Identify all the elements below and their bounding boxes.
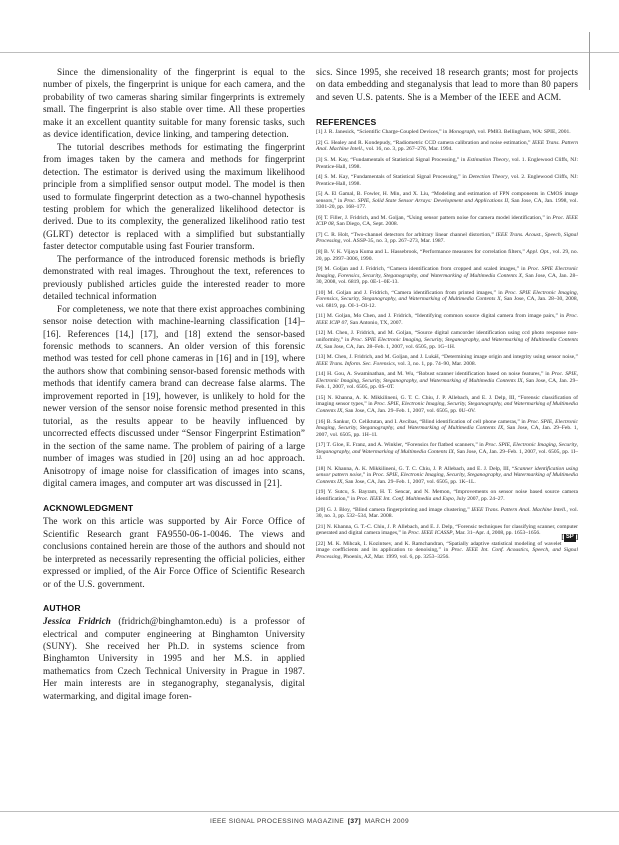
reference-item: [20] G. J. Bloy, “Blind camera fingerprinting and image clustering,” IEEE Trans. Pattern Anal. Machine Intell., vol. 30, no. 3, pp. 532–534, Mar. 2008. — [316, 506, 579, 520]
paragraph: For completeness, we note that there exist approaches combining sensor noise detection with machine-learning classification [14]–[16]. References [14,] [17], and [18] extend the sensor-based forensic methods to scanners. An older version of this forensic method was tested for cell phone cameras in [16] and in [19], where the authors show that combining sensor-based forensic methods with methods that identify camera brand can decrease false alarms. The improvement reported in [19], however, is unlikely to hold for the newer version of the sensor noise forensic method presented in this tutorial, as the results appear to be heavily influenced by uncorrected effects discussed under “Sensor Fingerprint Estimation” in the section of the same name. The problem of pairing of a large number of images was studied in [20] using an ad hoc approach. Anisotropy of image noise for classification of images into scans, digital camera images, and computer art was discussed in [21]. — [43, 303, 305, 488]
author-bio-text: (fridrich@binghamton.edu) is a professor of electrical and computer engineering at Binghamton University (SUNY). She received her Ph.D. in systems science from Binghamton University in 1995 and her M.S. in applied mathematics from Czech Technical University in Prague in 1987. Her main interests are in steganography, steganalysis, digital watermarking, and digital image foren- — [43, 616, 305, 701]
reference-text: [22] M. K. Mihcak, I. Kozintsev, and K. Ramchandran, “Spatially adaptive statistical modeling of wavelet image coefficients and its application to denoising,” in Proc. IEEE Int. Conf. Acoustics, Speech, and Signal Processing, Phoenix, AZ, Mar. 1999, vol. 6, pp. 3253–3256. — [316, 540, 579, 560]
reference-item: [8] B. V. K. Vijaya Kuma and L. Hassebrook, “Performance measures for correlation filters,” Appl. Opt., vol. 29, no. 20, pp. 2997–3006, 1990. — [316, 249, 578, 262]
reference-item: [13] M. Chen, J. Fridrich, and M. Goljan, and J. Lukáš, “Determining image origin and integrity using sensor noise,” IEEE Trans. Inform. Sec. Forensics, vol. 3, no. 1, pp. 74–90, Mar. 2008. — [316, 354, 578, 367]
crop-mark — [589, 32, 590, 90]
reference-item: [5] A. El Gamal, B. Fowler, H. Min, and X. Liu, “Modeling and estimation of FPN components in CMOS image sensors,” in Proc. SPIE, Solid State Sensor Arrays: Development and Applications II, San Jose, CA, Jan. 1998, vol. 3301-20, pp. 168–177. — [316, 191, 578, 211]
reference-item: [17] T. Gloe, E. Franz, and A. Winkler, “Forensics for flatbed scanners,” in Proc. SPIE, Electronic Imaging, Security, Steganography, and Watermarking of Multimedia Contents IX, San Jose, CA, Jan. 29–Feb. 1, 2007, vol. 6505, pp. 1I–1J. — [316, 442, 578, 462]
top-rule — [0, 52, 619, 53]
reference-item: [12] M. Chen, J. Fridrich, and M. Goljan, “Source digital camcorder identification using ccd photo response non-uniformity,” in Proc. SPIE Electronic Imaging, Security, Steganography, and Watermarking of Multimedia Contents IX, San Jose, CA, Jan. 28–Feb. 1, 2007, vol. 6505, pp. 1G–1H. — [316, 330, 578, 350]
acknowledgment-heading: ACKNOWLEDGMENT — [43, 503, 134, 514]
reference-item: [14] H. Gou, A. Swaminathan, and M. Wu, “Robust scanner identification based on noise features,” in Proc. SPIE, Electronic Imaging, Security, Steganography, and Watermarking of Multimedia Contents IX, San Jose, CA, Jan. 29–Feb. 1, 2007, vol. 6505, pp. 0S–0T. — [316, 371, 578, 391]
footer-publication: IEEE SIGNAL PROCESSING MAGAZINE — [210, 818, 345, 825]
reference-item: [1] J. R. Janesick, “Scientific Charge-Coupled Devices,” in Monograph, vol. PM83. Bellingham, WA: SPIE, 2001. — [316, 129, 571, 136]
footer-issue-date: MARCH 2009 — [364, 818, 409, 825]
left-column — [43, 66, 305, 702]
sp-logo-text: SP — [565, 534, 574, 541]
reference-item: [19] Y. Sutcu, S. Bayram, H. T. Sencar, and N. Memon, “Improvements on sensor noise based source camera identification,” in Proc. IEEE Int. Conf. Multimedia and Expo, July 2007, pp. 24–27. — [316, 489, 578, 502]
page-footer — [0, 818, 619, 825]
reference-item: [11] M. Goljan, Mo Chen, and J. Fridrich, “Identifying common source digital camera from image pairs,” in Proc. IEEE ICIP 07, San Antonio, TX, 2007. — [316, 313, 578, 326]
right-column — [316, 66, 578, 564]
reference-item: [2] G. Healey and R. Kondepudy, “Radiometric CCD camera calibration and noise estimation,” IEEE Trans. Pattern Anal. Machine Intell., vol. 16, no. 3, pp. 267–276, Mar. 1994. — [316, 139, 578, 153]
reference-item: [6] T. Filler, J. Fridrich, and M. Goljan, “Using sensor pattern noise for camera model identification,” in Proc. IEEE ICIP 08, San Diego, CA, Sept. 2008. — [316, 214, 578, 228]
bottom-rule — [0, 811, 619, 812]
reference-item: [7] C. R. Holt, “Two-channel detectors for arbitrary linear channel distortion,” IEEE Trans. Acoust., Speech, Signal Processing, vol. ASSP-35, no. 3, pp. 267–273, Mar. 1987. — [316, 231, 578, 245]
references-heading: REFERENCES — [316, 117, 377, 128]
author-name: Jessica Fridrich — [43, 616, 111, 627]
paragraph: The tutorial describes methods for estimating the fingerprint from images taken by the camera and methods for fingerprint detection. The estimator is derived using the maximum likelihood principle from a simplified sensor output model. The model is then used to formulate fingerprint detection as a two-channel hypothesis testing problem for which the generalized likelihood detector is derived. Due to its complexity, the generalized likelihood ratio test (GLRT) detector is replaced with a simplified but substantially faster detector computable using fast Fourier transform. — [43, 141, 305, 252]
reference-item: [10] M. Goljan and J. Fridrich, “Camera identification from printed images,” in Proc. SPIE Electronic Imaging, Forensics, Security, Steganography, and Watermarking of Multimedia Contents X, San Jose, CA, Jan. 28–30, 2008, vol. 6819, pp. OI-1–OI-12. — [316, 289, 579, 309]
author-bio — [43, 615, 305, 702]
author-bio-continuation: sics. Since 1995, she received 18 research grants; most for projects on data embedding and steganalysis that lead to more than 80 papers and seven U.S. patents. She is a Member of the IEEE and ACM. — [316, 67, 578, 102]
reference-item: [21] N. Khanna, G. T.-C. Chiu, J. P. Allebach, and E. J. Delp, “Forensic techniques for classifying scanner, computer generated and digital camera images,” in Proc. IEEE ICASSP, Mar. 31–Apr. 4, 2008, pp. 1653–1656. — [316, 523, 578, 537]
author-heading: AUTHOR — [43, 603, 81, 614]
footer-page-number: [37] — [347, 818, 361, 825]
reference-item: [3] S. M. Kay, “Fundamentals of Statistical Signal Processing,” in Estimation Theory, vol. 1. Englewood Cliffs, NJ: Prentice-Hall, 1998. — [316, 157, 578, 170]
reference-item: [15] N. Khanna, A. K. Mikkilineni, G. T. C. Chiu, J. P. Allebach, and E. J. Delp, III, “Forensic classification of imaging sensor types,” in Proc. SPIE, Electronic Imaging, Security, Steganography, and Watermarking of Multimedia Contents IX, San Jose, CA, Jan. 29–Feb. 1, 2007, vol. 6505, pp. 0U–0V. — [316, 394, 578, 414]
reference-item-last — [316, 534, 579, 561]
reference-item: [4] S. M. Kay, “Fundamentals of Statistical Signal Processing,” in Detection Theory, vol. 2. Englewood Cliffs, NJ: Prentice-Hall, 1998. — [316, 174, 578, 187]
sp-end-logo: [ SP ] — [561, 534, 578, 541]
reference-item: [16] B. Sankur, O. Celiktutan, and I. Avcibas, “Blind identification of cell phone cameras,” in Proc. SPIE, Electronic Imaging, Security, Steganography, and Watermarking of Multimedia Contents IX, San Jose, CA, Jan. 29–Feb. 1, 2007, vol. 6505, pp. 1H–1I. — [316, 418, 578, 438]
reference-item: [9] M. Goljan and J. Fridrich, “Camera identification from cropped and scaled images,” in Proc. SPIE Electronic Imaging, Forensics, Security, Steganography, and Watermarking of Multimedia Contents X, San Jose, CA, Jan. 28–30, 2008, vol. 6819, pp. 0E-1–0E-13. — [316, 266, 578, 286]
acknowledgment-text: The work on this article was supported by Air Force Office of Scientific Research grant FA9550-06-1-0046. The views and conclusions contained herein are those of the authors and should not be interpreted as necessarily representing the official policies, either expressed or implied, of the Air Force Office of Scientific Research or of the U.S. government. — [43, 516, 305, 589]
paragraph: Since the dimensionality of the fingerprint is equal to the number of pixels, the fingerprint is unique for each camera, and the probability of two cameras sharing similar fingerprints is extremely small. The fingerprint is also stable over time. All these properties make it an excellent quantity suitable for many forensic tasks, such as device identification, device linking, and tampering detection. — [43, 67, 305, 140]
references-list — [316, 129, 578, 560]
paragraph: The performance of the introduced forensic methods is briefly demonstrated with real images. Throughout the text, references to previously published articles guide the interested reader to more detailed technical information — [43, 253, 305, 302]
reference-item: [18] N. Khanna, A. K. Mikkilineni, G. T. C. Chiu, J. P. Allebach, and E. J. Delp, III, “Scanner identification using sensor pattern noise,” in Proc. SPIE, Electronic Imaging, Security, Steganography, and Watermarking of Multimedia Contents IX, San Jose, CA, Jan. 29–Feb. 1, 2007, vol. 6505, pp. 1K–1L. — [316, 465, 578, 485]
